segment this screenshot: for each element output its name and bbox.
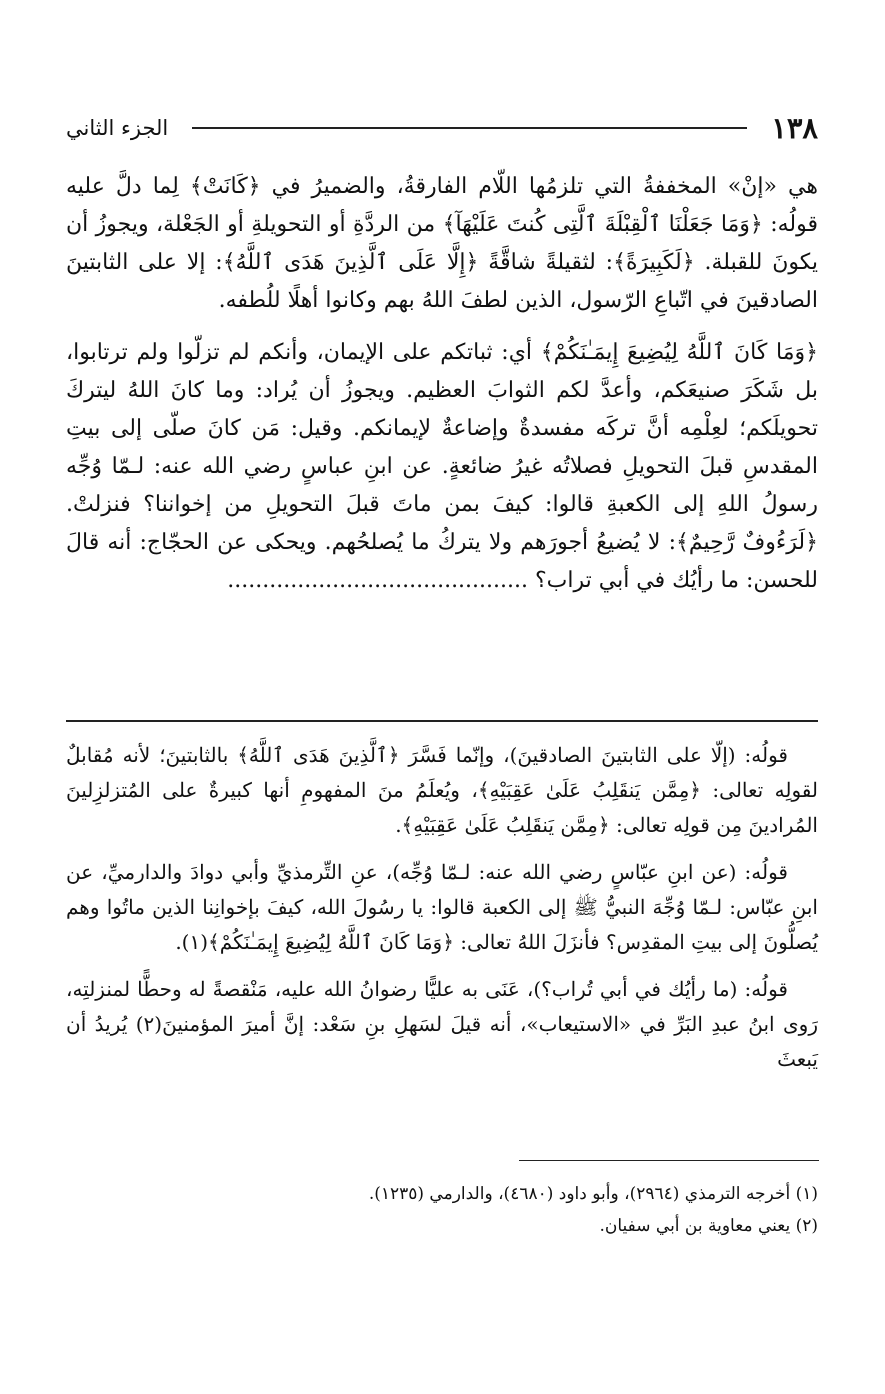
part-title: الجزء الثاني — [66, 116, 169, 140]
text-divider — [66, 720, 818, 722]
main-paragraph-1: هي «إنْ» المخففةُ التي تلزمُها اللّام الفارقةُ، والضميرُ في ﴿كَانَتْ﴾ لِما دلَّ عليه قولُه: ﴿وَمَا جَعَلْنَا ٱلْقِبْلَةَ ٱلَّتِى كُنتَ عَلَيْهَآ﴾ من الردَّةِ أو التحويلةِ أو الجَعْلة، ويجوزُ أن يكونَ للقبلة. ﴿لَكَبِيرَةً﴾: لثقيلةً شاقَّةً ﴿إِلَّا عَلَى ٱلَّذِينَ هَدَى ٱللَّهُ﴾: إلا على الثابتينَ الصادقينَ في اتّباعِ الرّسول، الذين لطفَ اللهُ بهم وكانوا أهلًا للُطفه. — [66, 174, 818, 313]
page-header — [66, 108, 818, 148]
commentary-paragraph-2: قولُه: (عن ابنِ عبّاسٍ رضي الله عنه: لـمّا وُجِّه)، عنِ التِّرمذيِّ وأبي دوادَ والدارميِّ، عن ابنِ عبّاس: لـمّا وُجِّهَ النبيُّ ﷺ إلى الكعبة قالوا: يا رسُولَ الله، كيفَ بإخوانِنا الذين ماتُوا وهم يُصلُّونَ إلى بيتِ المقدِس؟ فأنزَلَ اللهُ تعالى: ﴿وَمَا كَانَ ٱللَّهُ لِيُضِيعَ إِيمَـٰنَكُمْ﴾(١). — [66, 860, 818, 954]
main-text — [66, 168, 818, 614]
commentary-paragraph-3: قولُه: (ما رأيُك في أبي تُراب؟)، عَنَى به عليًّا رضوانُ الله عليه، مَنْقصةً له وحطًّا لمنزلتِه، رَوى ابنُ عبدِ البَرِّ في «الاستيعاب»، أنه قيلَ لسَهلِ بنِ سَعْد: إنَّ أميرَ المؤمنينَ(٢) يُريدُ أن يَبعثَ — [66, 977, 818, 1071]
footnotes — [66, 1178, 818, 1242]
commentary-paragraph-1: قولُه: (إلّا على الثابتينَ الصادقينَ)، وإنّما فَسَّرَ ﴿ٱلَّذِينَ هَدَى ٱللَّهُ﴾ بالثابتينَ؛ لأنه مُقابلٌ لقولِه تعالى: ﴿مِمَّن يَنقَلِبُ عَلَىٰ عَقِبَيْهِ﴾، ويُعلَمُ منَ المفهومِ أنها كبيرةٌ على المُتزلزِلينَ المُرادينَ مِن قولِه تعالى: ﴿مِمَّن يَنقَلِبُ عَلَىٰ عَقِبَيْهِ﴾. — [66, 743, 818, 837]
footnote-2: (٢) يعني معاوية بن أبي سفيان. — [599, 1216, 818, 1236]
page-number: ١٣٨ — [771, 111, 818, 145]
main-paragraph-2: ﴿وَمَا كَانَ ٱللَّهُ لِيُضِيعَ إِيمَـٰنَكُمْ﴾ أي: ثباتكم على الإيمان، وأنكم لم تزلّوا ولم ترتابوا، بل شَكَرَ صنيعَكم، وأعدَّ لكم الثوابَ العظيم. ويجوزُ أن يُراد: وما كانَ اللهُ ليتركَ تحويلَكم؛ لعِلْمِه أنَّ تركَه مفسدةٌ وإضاعةٌ لإيمانكم. وقيل: مَن كانَ صلّى إلى بيتِ المقدسِ قبلَ التحويلِ فصلاتُه غيرُ ضائعةٍ. عن ابنِ عباسٍ رضي الله عنه: لـمّا وُجِّه رسولُ اللهِ إلى الكعبةِ قالوا: كيفَ بمن ماتَ قبلَ التحويلِ من إخواننا؟ فنزلتْ. ﴿لَرَءُوفٌ رَّحِيمٌ﴾: لا يُضيعُ أجورَهم ولا يتركُ ما يُصلحُهم. ويحكى عن الحجّاج: أنه قالَ للحسن: ما رأيُك في أبي تراب؟ ........................................... — [66, 340, 818, 593]
header-rule — [192, 127, 747, 129]
footnote-rule — [519, 1160, 819, 1161]
footnote-1: (١) أخرجه الترمذي (٢٩٦٤)، وأبو داود (٤٦٨٠)، والدارمي (١٢٣٥). — [368, 1184, 818, 1204]
commentary-text — [66, 738, 818, 1089]
